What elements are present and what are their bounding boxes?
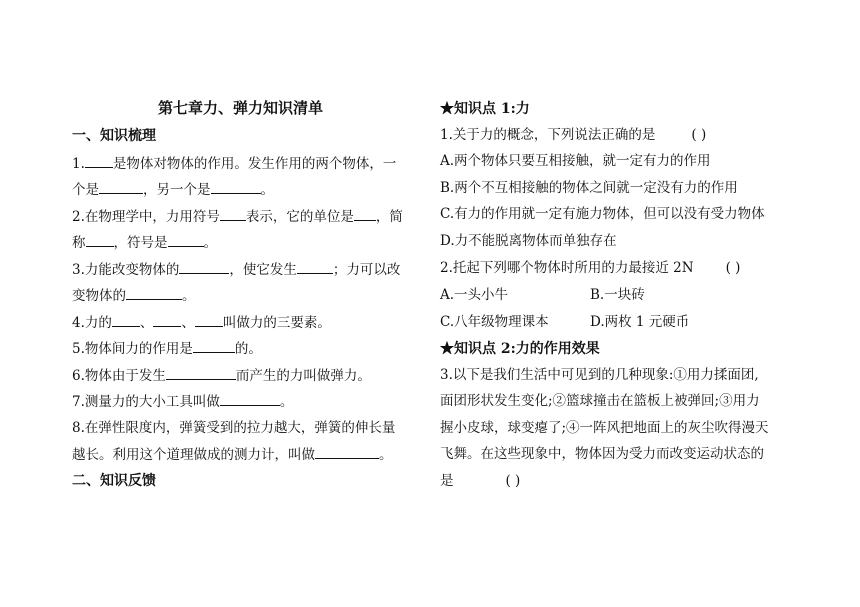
answer-paren[interactable]: ( ) <box>725 260 741 276</box>
question-2-line-2: 称 ，符号是 。 <box>72 235 217 251</box>
knowledge-point-1-heading: ★知识点 1:力 <box>440 101 530 117</box>
question-7: 7.测量力的大小工具叫做 。 <box>72 394 294 410</box>
answer-blank[interactable] <box>112 313 140 327</box>
option-2c: C.八年级物理课本 <box>440 314 549 330</box>
question-r3-line-1: 3.以下是我们生活中可见到的几种现象:①用力揉面团, <box>440 367 759 383</box>
question-8-line-2: 越长。利用这个道理做成的测力计，叫做 。 <box>72 447 393 463</box>
answer-blank[interactable] <box>315 445 379 459</box>
answer-blank[interactable] <box>193 339 235 353</box>
answer-blank[interactable] <box>85 154 113 168</box>
answer-blank[interactable] <box>153 313 181 327</box>
section-heading-feedback: 二、知识反馈 <box>72 473 156 489</box>
question-5: 5.物体间力的作用是 的。 <box>72 341 262 357</box>
answer-paren[interactable]: ( ) <box>505 473 521 489</box>
question-4: 4.力的 、 、 叫做力的三要素。 <box>72 315 331 331</box>
answer-blank[interactable] <box>354 207 376 221</box>
question-r3-line-2: 面团形状发生变化;②篮球撞击在篮板上被弹回;③用力 <box>440 393 760 409</box>
question-r2-stem: 2.托起下列哪个物体时所用的力最接近 2N ( ) <box>440 260 741 276</box>
answer-blank[interactable] <box>168 233 204 247</box>
question-2-line-1: 2.在物理学中，力用符号 表示，它的单位是 ，简 <box>72 209 403 225</box>
question-3-line-1: 3.力能改变物体的 ，使它发生 ；力可以改 <box>72 262 401 278</box>
option-1b: B.两个不互相接触的物体之间就一定没有力的作用 <box>440 180 738 196</box>
question-1-line-1: 1. 是物体对物体的作用。发生作用的两个物体，一 <box>72 156 397 172</box>
knowledge-point-2-heading: ★知识点 2:力的作用效果 <box>440 341 600 357</box>
option-2b: B.一块砖 <box>590 287 645 303</box>
answer-blank[interactable] <box>166 366 236 380</box>
section-heading-knowledge: 一、知识梳理 <box>72 128 156 144</box>
option-2a: A.一头小牛 <box>440 287 509 303</box>
question-3-line-2: 变物体的 。 <box>72 288 196 304</box>
question-1-line-2: 个是 ，另一个是 。 <box>72 182 274 198</box>
answer-blank[interactable] <box>297 260 333 274</box>
answer-blank[interactable] <box>99 180 143 194</box>
option-1c: C.有力的作用就一定有施力物体，但可以没有受力物体 <box>440 206 765 222</box>
answer-paren[interactable]: ( ) <box>691 127 707 143</box>
option-2d: D.两枚 1 元硬币 <box>590 314 690 330</box>
answer-blank[interactable] <box>126 286 182 300</box>
answer-blank[interactable] <box>220 207 246 221</box>
question-8-line-1: 8.在弹性限度内，弹簧受到的拉力越大，弹簧的伸长量 <box>72 420 396 436</box>
page-title: 第七章力、弹力知识清单 <box>158 99 324 117</box>
answer-blank[interactable] <box>220 392 280 406</box>
question-r3-line-4: 飞舞。在这些现象中，物体因为受力而改变运动状态的 <box>440 446 764 462</box>
question-r1-stem: 1.关于力的概念，下列说法正确的是 ( ) <box>440 127 707 143</box>
answer-blank[interactable] <box>195 313 223 327</box>
option-1a: A.两个物体只要互相接触，就一定有力的作用 <box>440 153 711 169</box>
question-r3-line-5: 是 ( ) <box>440 473 521 489</box>
answer-blank[interactable] <box>179 260 229 274</box>
question-r3-line-3: 握小皮球，球变瘪了;④一阵风把地面上的灰尘吹得漫天 <box>440 420 769 436</box>
question-6: 6.物体由于发生 而产生的力叫做弹力。 <box>72 368 371 384</box>
option-1d: D.力不能脱离物体而单独存在 <box>440 233 617 249</box>
answer-blank[interactable] <box>86 233 114 247</box>
answer-blank[interactable] <box>211 180 261 194</box>
